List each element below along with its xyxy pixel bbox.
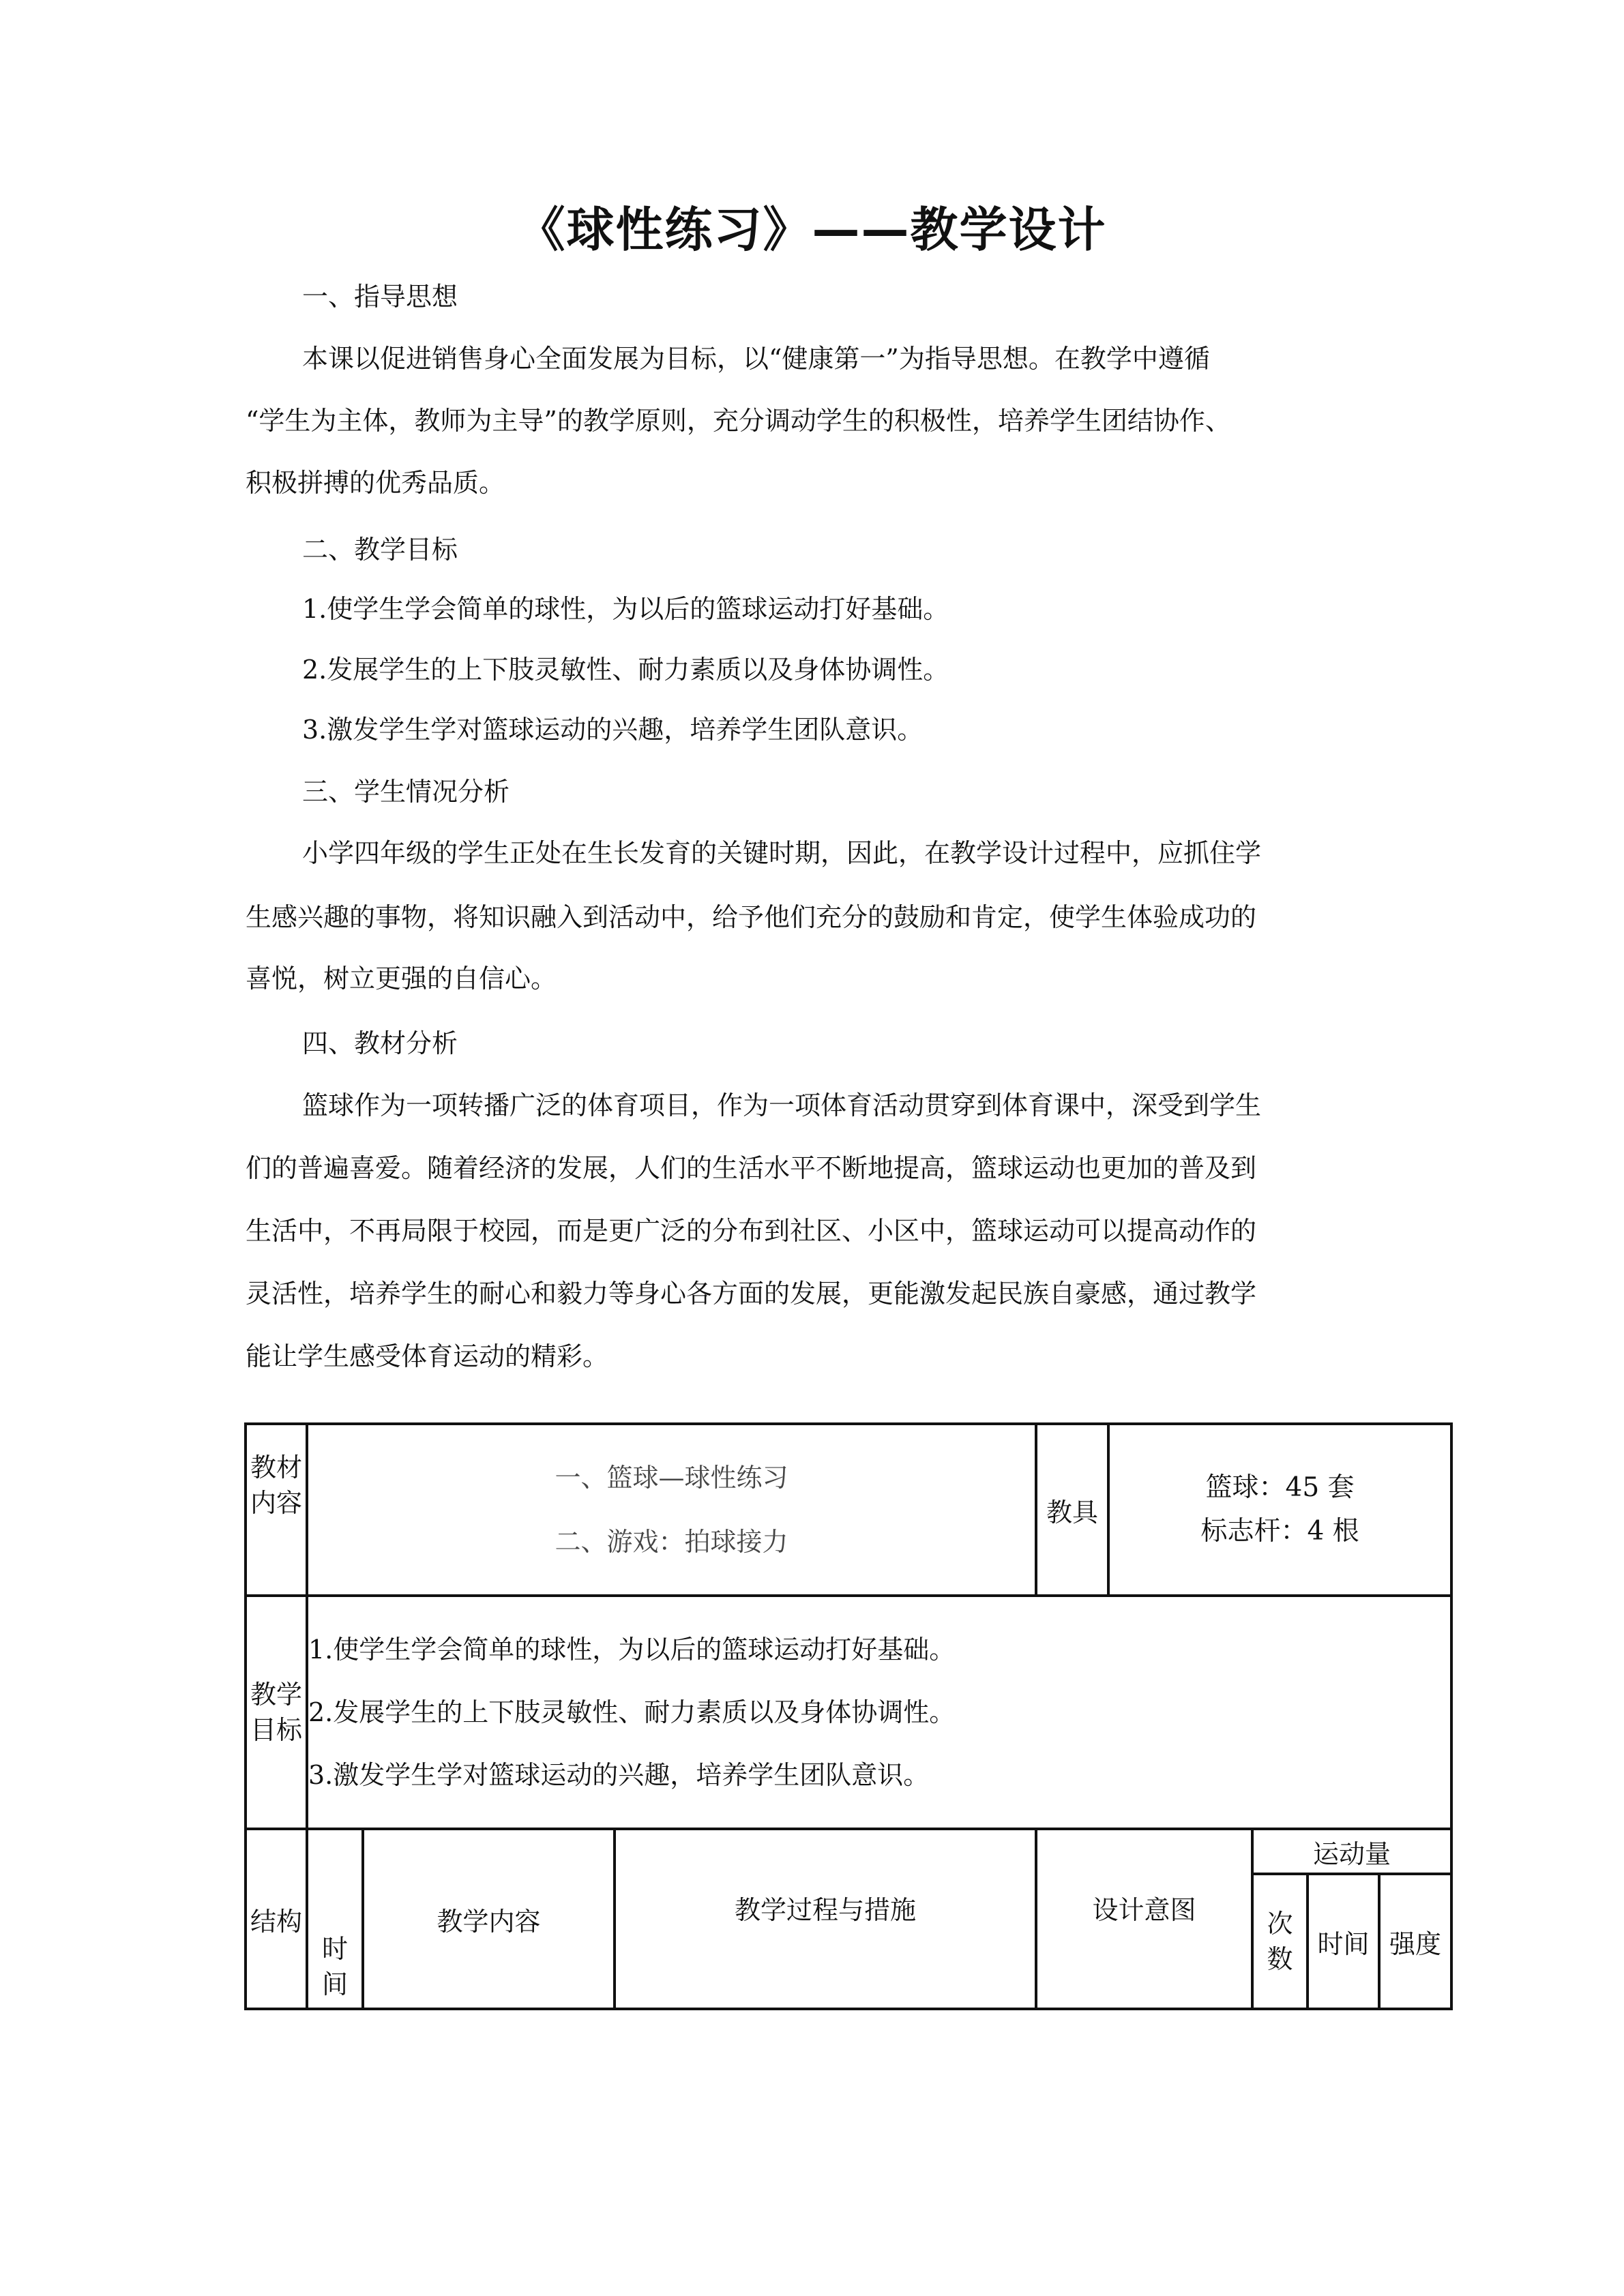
intensity-header-text: 强度 bbox=[1389, 1928, 1442, 1959]
goals-content-cell bbox=[307, 1596, 1451, 1829]
content-header bbox=[363, 1829, 615, 2009]
goal-item: 3.激发学生学对篮球运动的兴趣，培养学生团队意识。 bbox=[308, 1760, 930, 1790]
paragraph-line: 篮球作为一项转播广泛的体育项目，作为一项体育活动贯穿到体育课中，深受到学生 bbox=[302, 1090, 1262, 1120]
goal-item: 1.使学生学会简单的球性，为以后的篮球运动打好基础。 bbox=[308, 1635, 956, 1665]
equipment-content-cell bbox=[1108, 1424, 1451, 1596]
material-label-line: 教材 bbox=[250, 1452, 302, 1482]
material-row bbox=[246, 1424, 1451, 1596]
paragraph-line: 积极拼搏的优秀品质。 bbox=[246, 468, 505, 498]
goals-row bbox=[246, 1596, 1451, 1829]
equipment-label: 教具 bbox=[1046, 1497, 1099, 1527]
content-header-text: 教学内容 bbox=[437, 1906, 541, 1937]
paragraph-line: 灵活性，培养学生的耐心和毅力等身心各方面的发展，更能激发起民族自豪感，通过教学 bbox=[246, 1279, 1257, 1309]
intent-header bbox=[1036, 1829, 1252, 2009]
exercise-load-header-text: 运动量 bbox=[1313, 1838, 1391, 1869]
lesson-plan-table bbox=[244, 1422, 1453, 2010]
material-label-line: 内容 bbox=[250, 1488, 302, 1518]
structure-header-text: 结构 bbox=[250, 1906, 302, 1937]
section-heading-teaching-goals: 二、教学目标 bbox=[302, 535, 458, 565]
time-header-line: 间 bbox=[321, 1969, 348, 1999]
goal-item: 2.发展学生的上下肢灵敏性、耐力素质以及身体协调性。 bbox=[302, 655, 949, 685]
equipment-item: 标志杆：4 根 bbox=[1200, 1516, 1359, 1547]
page-title: 《球性练习》——教学设计 bbox=[517, 202, 1107, 258]
count-header-line: 数 bbox=[1267, 1944, 1293, 1974]
count-header bbox=[1252, 1874, 1308, 2009]
paragraph-line: 生活中，不再局限于校园，而是更广泛的分布到社区、小区中，篮球运动可以提高动作的 bbox=[246, 1216, 1257, 1246]
paragraph-line: 本课以促进销售身心全面发展为目标，以“健康第一”为指导思想。在教学中遵循 bbox=[302, 344, 1210, 374]
exercise-load-header bbox=[1252, 1829, 1451, 1874]
paragraph-line: 喜悦，树立更强的自信心。 bbox=[246, 964, 557, 994]
structure-header bbox=[246, 1829, 307, 2009]
intent-header-text: 设计意图 bbox=[1092, 1895, 1196, 1925]
intensity-header bbox=[1379, 1874, 1451, 2009]
goal-item: 3.激发学生学对篮球运动的兴趣，培养学生团队意识。 bbox=[302, 715, 924, 745]
material-item: 一、篮球—球性练习 bbox=[555, 1463, 788, 1493]
paragraph-line: “学生为主体，教师为主导”的教学原则，充分调动学生的积极性，培养学生团结协作、 bbox=[246, 406, 1231, 436]
process-header-text: 教学过程与措施 bbox=[735, 1895, 917, 1925]
goal-item: 2.发展学生的上下肢灵敏性、耐力素质以及身体协调性。 bbox=[308, 1697, 956, 1727]
process-header bbox=[615, 1829, 1036, 2009]
header-row-top bbox=[246, 1829, 1451, 1874]
paragraph-line: 生感兴趣的事物，将知识融入到活动中，给予他们充分的鼓励和肯定，使学生体验成功的 bbox=[246, 902, 1257, 932]
time-header bbox=[307, 1829, 363, 2009]
duration-header-text: 时间 bbox=[1317, 1928, 1370, 1959]
material-item: 二、游戏：拍球接力 bbox=[555, 1527, 788, 1557]
duration-header bbox=[1308, 1874, 1379, 2009]
time-header-line: 时 bbox=[321, 1934, 348, 1964]
paragraph-line: 们的普遍喜爱。随着经济的发展，人们的生活水平不断地提高，篮球运动也更加的普及到 bbox=[246, 1153, 1257, 1183]
equipment-item: 篮球：45 套 bbox=[1205, 1472, 1355, 1503]
paragraph-line: 小学四年级的学生正处在生长发育的关键时期，因此，在教学设计过程中，应抓住学 bbox=[302, 838, 1262, 868]
equipment-label-cell bbox=[1036, 1424, 1108, 1596]
paragraph-line: 能让学生感受体育运动的精彩。 bbox=[246, 1341, 609, 1371]
count-header-line: 次 bbox=[1267, 1909, 1293, 1939]
section-heading-student-analysis: 三、学生情况分析 bbox=[302, 777, 510, 807]
section-heading-material-analysis: 四、教材分析 bbox=[302, 1028, 458, 1058]
goal-item: 1.使学生学会简单的球性，为以后的篮球运动打好基础。 bbox=[302, 594, 949, 624]
goals-label-line: 目标 bbox=[250, 1715, 302, 1745]
material-label-cell bbox=[246, 1424, 307, 1596]
material-content-cell bbox=[307, 1424, 1036, 1596]
goals-label-cell bbox=[246, 1596, 307, 1829]
goals-label-line: 教学 bbox=[250, 1680, 302, 1710]
section-heading-guiding-thought: 一、指导思想 bbox=[302, 282, 458, 312]
